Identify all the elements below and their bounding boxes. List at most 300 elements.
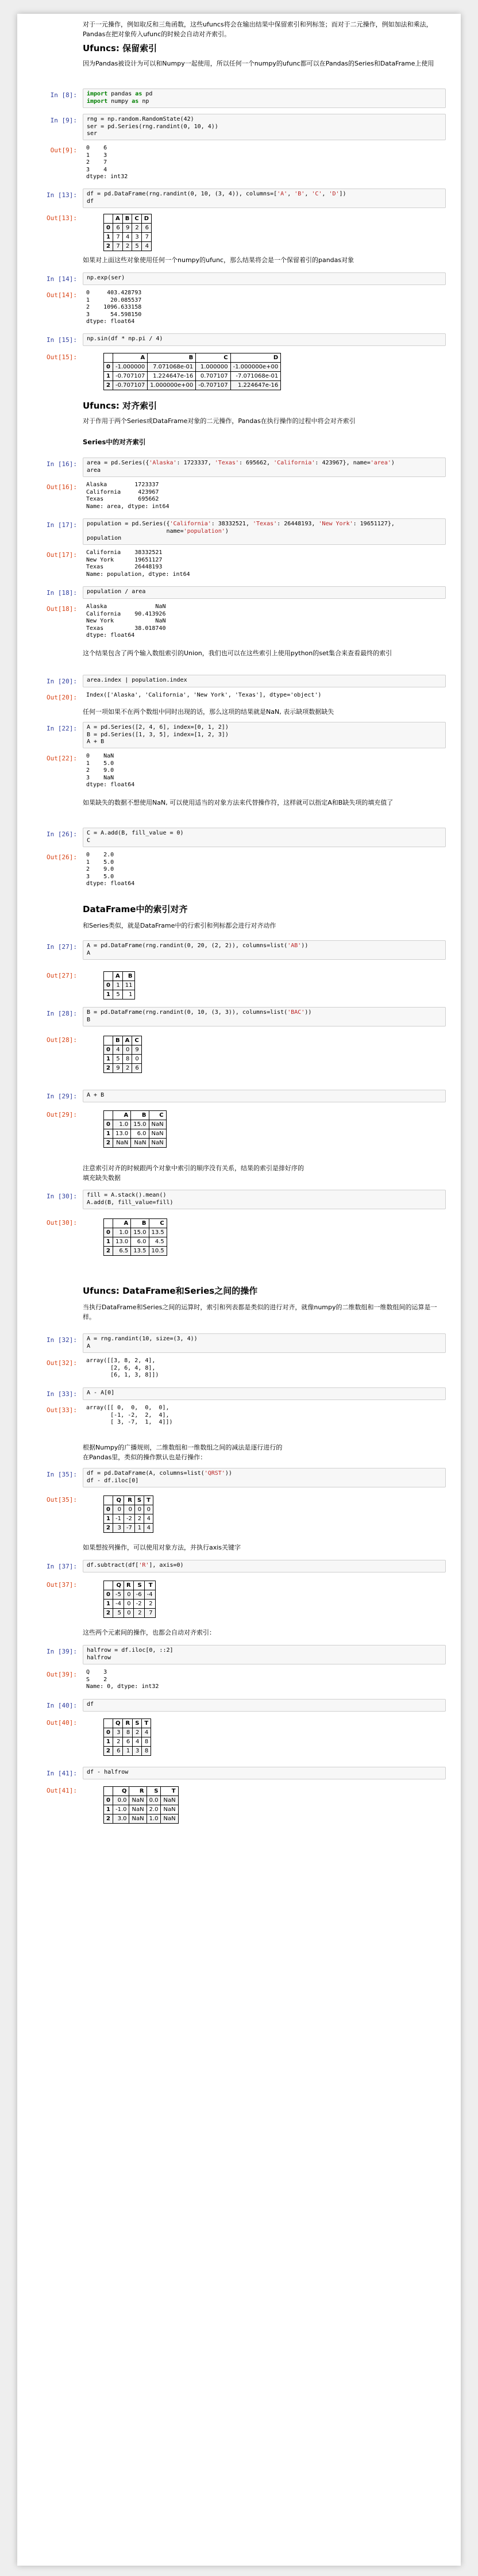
dataframe-table	[103, 214, 152, 251]
output-prompt: Out[13]:	[47, 214, 77, 222]
table-cell: 0	[132, 1055, 141, 1064]
markdown-cell	[83, 1443, 439, 1462]
column-header: B	[148, 353, 196, 363]
table-cell: 13.0	[113, 1237, 130, 1247]
output-text: 0 403.428793 1 20.085537 2 1096.633158 3 54.598150 dtype: float64	[86, 290, 142, 325]
table-row	[104, 1600, 156, 1609]
row-index: 2	[104, 1814, 113, 1824]
output-prompt: Out[20]:	[47, 694, 77, 701]
row-index: 2	[104, 1524, 113, 1533]
table-cell: 5	[132, 242, 141, 251]
row-index: 2	[104, 1139, 113, 1148]
output-text: array([[3, 8, 2, 4], [2, 6, 4, 8], [6, 1, 3, 8]])	[86, 1358, 159, 1378]
input-prompt: In [39]:	[47, 1648, 77, 1655]
table-cell: 7	[144, 1609, 155, 1618]
table-cell: 8	[122, 1055, 132, 1064]
column-header: A	[113, 1219, 130, 1228]
output-prompt: Out[17]:	[47, 551, 77, 559]
markdown-cell	[83, 1543, 439, 1552]
code-cell[interactable]: df	[83, 1699, 446, 1712]
output-prompt: Out[15]:	[47, 353, 77, 361]
table-cell: 2	[122, 242, 132, 251]
table-cell: 7	[113, 242, 122, 251]
table-cell: -4	[113, 1600, 124, 1609]
table-cell: 2.0	[147, 1805, 161, 1814]
input-prompt: In [26]:	[47, 831, 77, 838]
paragraph: 根据Numpy的广播规则，二维数组和一维数组之间的减法是逐行进行的	[83, 1444, 283, 1451]
column-header: T	[144, 1496, 153, 1505]
table-cell: 0	[113, 1505, 124, 1514]
column-header: S	[147, 1787, 161, 1796]
table-cell: 0	[124, 1600, 133, 1609]
input-prompt: In [29]:	[47, 1093, 77, 1100]
markdown-cell	[83, 20, 439, 39]
table-cell: -0.707107	[196, 381, 230, 390]
column-header: C	[196, 353, 230, 363]
dataframe-table	[103, 1786, 179, 1824]
output-prompt: Out[29]:	[47, 1111, 77, 1118]
table-cell: 2	[122, 1064, 132, 1073]
table-header-row	[104, 1581, 156, 1590]
table-cell: 4	[113, 1045, 122, 1055]
row-index: 0	[104, 363, 113, 372]
table-header-row	[104, 1036, 142, 1045]
table-cell: NaN	[113, 1139, 130, 1148]
markdown-cell	[83, 400, 439, 447]
output-prompt: Out[28]:	[47, 1036, 77, 1044]
table-cell: -0.707107	[113, 381, 147, 390]
table-header-row	[104, 1787, 179, 1796]
code-cell[interactable]: np.sin(df * np.pi / 4)	[83, 333, 446, 346]
table-cell: 1	[123, 1747, 133, 1756]
row-index: 2	[104, 1609, 113, 1618]
table-header-row	[104, 972, 135, 981]
table-cell: 3	[113, 1728, 123, 1737]
row-index: 2	[104, 381, 113, 390]
input-prompt: In [37]:	[47, 1563, 77, 1570]
column-header: S	[133, 1581, 144, 1590]
table-cell: -2	[124, 1514, 134, 1524]
table-cell: 1.0	[113, 1120, 130, 1129]
column-header	[104, 1719, 113, 1728]
code-cell[interactable]: rng = np.random.RandomState(42) ser = pd.Series(rng.randint(0, 10, 4)) ser	[83, 114, 446, 140]
table-cell: 8	[142, 1737, 151, 1747]
table-row	[104, 1728, 151, 1737]
row-index: 1	[104, 1805, 113, 1814]
input-prompt: In [9]:	[50, 117, 77, 124]
table-cell: -1.0	[113, 1805, 129, 1814]
code-cell[interactable]: df = pd.DataFrame(rng.randint(0, 10, (3, 4)), columns=['A', 'B', 'C', 'D']) df	[83, 189, 446, 208]
code-cell[interactable]: area = pd.Series({'Alaska': 1723337, 'Texas': 695662, 'California': 423967}, name='area') area	[83, 457, 446, 477]
code-cell[interactable]: B = pd.DataFrame(rng.randint(0, 10, (3, 3)), columns=list('BAC')) B	[83, 1007, 446, 1026]
notebook-container	[17, 14, 461, 2566]
code-cell[interactable]: A = pd.Series([2, 4, 6], index=[0, 1, 2]) B = pd.Series([1, 3, 5], index=[1, 2, 3]) A + B	[83, 722, 446, 748]
output-prompt: Out[40]:	[47, 1719, 77, 1727]
row-index: 2	[104, 1064, 113, 1073]
table-cell: 15.0	[131, 1120, 149, 1129]
code-cell[interactable]: df = pd.DataFrame(A, columns=list('QRST')) df - df.iloc[0]	[83, 1468, 446, 1487]
dataframe-table	[103, 1036, 142, 1073]
table-row	[104, 1514, 153, 1524]
table-cell: 2	[132, 224, 141, 233]
output-prompt: Out[32]:	[47, 1359, 77, 1367]
output-prompt: Out[18]:	[47, 605, 77, 613]
column-header	[104, 1036, 113, 1045]
output-prompt: Out[22]:	[47, 755, 77, 762]
input-prompt: In [35]:	[47, 1471, 77, 1478]
input-prompt: In [18]:	[47, 589, 77, 597]
row-index: 0	[104, 1728, 113, 1737]
table-cell: 0	[134, 1505, 144, 1514]
table-cell: NaN	[129, 1796, 147, 1805]
output-prompt: Out[41]:	[47, 1787, 77, 1794]
column-header	[104, 1111, 113, 1120]
table-cell: 6	[113, 1747, 123, 1756]
column-header: Q	[113, 1787, 129, 1796]
table-row	[104, 1247, 167, 1256]
table-cell: 13.5	[131, 1247, 149, 1256]
row-index: 0	[104, 1120, 113, 1129]
table-cell: 2	[144, 1600, 155, 1609]
table-cell: NaN	[131, 1139, 149, 1148]
output-prompt: Out[16]:	[47, 483, 77, 491]
table-cell: 8	[142, 1747, 151, 1756]
paragraph: 如果缺失的数据不想使用NaN, 可以使用适当的对象方法来代替操作符，这样就可以指定A和B缺失项的填充值了	[83, 799, 394, 806]
row-index: 0	[104, 1590, 113, 1600]
table-cell: 0.0	[113, 1796, 129, 1805]
paragraph: 和Series类似，就是DataFrame中的行索引和列标都会进行对齐动作	[83, 922, 276, 929]
dataframe-table	[103, 1218, 167, 1256]
table-cell: 1.000000	[196, 363, 230, 372]
table-cell: 5	[113, 1609, 124, 1618]
table-row	[104, 1228, 167, 1237]
table-row	[104, 1747, 151, 1756]
code-cell[interactable]: fill = A.stack().mean() A.add(B, fill_value=fill)	[83, 1190, 446, 1209]
table-cell: 0	[122, 1045, 132, 1055]
column-header: A	[113, 972, 122, 981]
column-header: B	[131, 1219, 149, 1228]
code-cell[interactable]: population = pd.Series({'California': 38332521, 'Texas': 26448193, 'New York': 19651127}, name='population') population	[83, 518, 446, 545]
input-prompt: In [40]:	[47, 1702, 77, 1709]
table-cell: 4	[144, 1524, 153, 1533]
table-cell: NaN	[149, 1129, 166, 1139]
table-row	[104, 242, 152, 251]
table-cell: 6	[123, 1737, 133, 1747]
section-heading: Ufuncs: DataFrame和Series之间的操作	[83, 1286, 258, 1296]
table-header-row	[104, 214, 152, 224]
column-header	[104, 353, 113, 363]
table-row	[104, 1505, 153, 1514]
row-index: 0	[104, 981, 113, 990]
column-header: B	[122, 972, 135, 981]
table-cell: 0.0	[147, 1796, 161, 1805]
column-header	[104, 1219, 113, 1228]
output-text: 0 6 1 3 2 7 3 4 dtype: int32	[86, 145, 128, 180]
table-row	[104, 372, 281, 381]
table-row	[104, 233, 152, 242]
dataframe-table	[103, 1110, 167, 1148]
table-cell: NaN	[161, 1814, 178, 1824]
column-header: D	[230, 353, 281, 363]
table-cell: -7.071068e-01	[230, 372, 281, 381]
table-cell: 1.000000e+00	[148, 381, 196, 390]
column-header: D	[141, 214, 151, 224]
output-prompt: Out[27]:	[47, 972, 77, 979]
code-cell[interactable]: np.exp(ser)	[83, 272, 446, 285]
row-index: 2	[104, 1747, 113, 1756]
input-prompt: In [13]:	[47, 191, 77, 199]
dataframe-table	[103, 1495, 153, 1533]
code-cell[interactable]: halfrow = df.iloc[0, ::2] halfrow	[83, 1645, 446, 1664]
input-prompt: In [28]:	[47, 1010, 77, 1017]
table-cell: 1.0	[147, 1814, 161, 1824]
output-text: 0 NaN 1 5.0 2 9.0 3 NaN dtype: float64	[86, 753, 135, 788]
row-index: 1	[104, 1514, 113, 1524]
column-header: T	[161, 1787, 178, 1796]
column-header: B	[131, 1111, 149, 1120]
row-index: 0	[104, 1045, 113, 1055]
table-row	[104, 1590, 156, 1600]
table-cell: 0	[144, 1505, 153, 1514]
table-cell: 3	[132, 233, 141, 242]
table-cell: 8	[123, 1728, 133, 1737]
output-prompt: Out[33]:	[47, 1406, 77, 1414]
column-header: R	[124, 1581, 133, 1590]
table-cell: 1.224647e-16	[148, 372, 196, 381]
table-cell: -5	[113, 1590, 124, 1600]
section-heading: Ufuncs: 对齐索引	[83, 401, 157, 411]
table-cell: 2	[133, 1609, 144, 1618]
column-header: A	[122, 1036, 132, 1045]
table-cell: -6	[133, 1590, 144, 1600]
column-header: C	[132, 214, 141, 224]
output-text: California 38332521 New York 19651127 Texas 26448193 Name: population, dtype: int64	[86, 549, 190, 578]
table-cell: 13.0	[113, 1129, 130, 1139]
table-cell: 9	[132, 1045, 141, 1055]
table-header-row	[104, 1219, 167, 1228]
column-header: A	[113, 214, 122, 224]
table-cell: 1	[134, 1524, 144, 1533]
output-prompt: Out[39]:	[47, 1671, 77, 1678]
column-header: S	[133, 1719, 142, 1728]
column-header: C	[149, 1111, 166, 1120]
table-cell: NaN	[129, 1814, 147, 1824]
table-cell: 6.0	[131, 1237, 149, 1247]
table-cell: 4	[142, 1728, 151, 1737]
dataframe-table	[103, 353, 281, 390]
code-cell[interactable]: import pandas as pd import numpy as np	[83, 89, 446, 108]
table-row	[104, 1055, 142, 1064]
paragraph: 这个结果包含了两个输入数组索引的Union，我们也可以在这些索引上使用python的set集合来查看最终的索引	[83, 649, 392, 657]
dataframe-table	[103, 1581, 156, 1618]
column-header: T	[142, 1719, 151, 1728]
table-cell: 10.5	[149, 1247, 167, 1256]
dataframe-table	[103, 971, 135, 999]
row-index: 1	[104, 233, 113, 242]
table-row	[104, 1237, 167, 1247]
table-cell: 4.5	[149, 1237, 167, 1247]
table-cell: 3	[133, 1747, 142, 1756]
paragraph: 注意索引对齐的时候跟两个对象中索引的顺序没有关系，结果的索引是排好序的	[83, 1164, 304, 1172]
table-header-row	[104, 353, 281, 363]
code-cell[interactable]: A + B	[83, 1090, 446, 1102]
table-cell: 6.5	[113, 1247, 130, 1256]
table-cell: NaN	[161, 1796, 178, 1805]
code-cell[interactable]: df - halfrow	[83, 1767, 446, 1779]
output-prompt: Out[37]:	[47, 1581, 77, 1589]
table-cell: 1	[113, 981, 122, 990]
input-prompt: In [22]:	[47, 725, 77, 732]
table-cell: NaN	[149, 1120, 166, 1129]
column-header: R	[123, 1719, 133, 1728]
output-text: array([[ 0, 0, 0, 0], [-1, -2, 2, 4], [ 3, -7, 1, 4]])	[86, 1405, 173, 1425]
output-prompt: Out[35]:	[47, 1496, 77, 1504]
input-prompt: In [15]:	[47, 336, 77, 344]
table-row	[104, 1139, 167, 1148]
dataframe-table	[103, 1718, 151, 1756]
code-cell[interactable]: A = rng.randint(10, size=(3, 4)) A	[83, 1333, 446, 1353]
column-header: B	[113, 1036, 122, 1045]
table-row	[104, 1129, 167, 1139]
column-header: R	[124, 1496, 134, 1505]
table-cell: 0.707107	[196, 372, 230, 381]
column-header: T	[144, 1581, 155, 1590]
table-cell: 6	[113, 224, 122, 233]
table-cell: -1.000000	[113, 363, 147, 372]
column-header: A	[113, 1111, 130, 1120]
markdown-cell	[83, 255, 439, 265]
row-index: 1	[104, 1055, 113, 1064]
table-row	[104, 1737, 151, 1747]
section-heading: DataFrame中的索引对齐	[83, 904, 188, 914]
row-index: 1	[104, 1129, 113, 1139]
table-row	[104, 1796, 179, 1805]
table-cell: 15.0	[131, 1228, 149, 1237]
row-index: 0	[104, 1505, 113, 1514]
column-header: Q	[113, 1719, 123, 1728]
output-text: 0 2.0 1 5.0 2 9.0 3 5.0 dtype: float64	[86, 852, 135, 887]
table-cell: -7	[124, 1524, 134, 1533]
table-header-row	[104, 1111, 167, 1120]
subsection-heading: Series中的对齐索引	[83, 438, 146, 446]
row-index: 0	[104, 1796, 113, 1805]
table-row	[104, 381, 281, 390]
table-cell: 0	[124, 1609, 133, 1618]
column-header	[104, 1496, 113, 1505]
table-cell: 3	[113, 1524, 124, 1533]
paragraph: 因为Pandas被设计为可以和Numpy一起使用，所以任何一个numpy的ufunc都可以在Pandas的Series和DataFrame上使用	[83, 60, 434, 67]
table-cell: 6.0	[131, 1129, 149, 1139]
paragraph: 填充缺失数据	[83, 1174, 121, 1182]
input-prompt: In [30]:	[47, 1193, 77, 1200]
table-row	[104, 1609, 156, 1618]
table-cell: 5	[113, 990, 122, 999]
table-row	[104, 1814, 179, 1824]
paragraph: 如果想按列操作，可以使用对象方法，并执行axis关键字	[83, 1544, 241, 1551]
table-cell: 2	[133, 1728, 142, 1737]
column-header: B	[122, 214, 132, 224]
table-cell: 7	[141, 233, 151, 242]
markdown-cell	[83, 648, 439, 658]
input-prompt: In [33]:	[47, 1390, 77, 1398]
table-cell: 2	[134, 1514, 144, 1524]
table-cell: 1	[122, 990, 135, 999]
table-header-row	[104, 1719, 151, 1728]
column-header: R	[129, 1787, 147, 1796]
column-header	[104, 1581, 113, 1590]
output-text: Q 3 S 2 Name: 0, dtype: int32	[86, 1669, 159, 1690]
input-prompt: In [17]:	[47, 521, 77, 529]
table-cell: 1.224647e-16	[230, 381, 281, 390]
table-cell: 4	[122, 233, 132, 242]
table-row	[104, 1120, 167, 1129]
input-prompt: In [16]:	[47, 460, 77, 468]
table-cell: 13.5	[149, 1228, 167, 1237]
paragraph: 如果对上面这些对象使用任何一个numpy的ufunc，那么结果将会是一个保留着引的pandas对象	[83, 256, 354, 264]
table-cell: 6	[132, 1064, 141, 1073]
table-row	[104, 224, 152, 233]
code-cell[interactable]: area.index | population.index	[83, 675, 446, 687]
code-cell[interactable]: df.subtract(df['R'], axis=0)	[83, 1560, 446, 1572]
table-cell: 5	[113, 1055, 122, 1064]
markdown-cell	[83, 798, 439, 808]
output-text: Index(['Alaska', 'California', 'New York', 'Texas'], dtype='object')	[86, 692, 322, 698]
table-cell: -1	[113, 1514, 124, 1524]
input-prompt: In [41]:	[47, 1770, 77, 1777]
input-prompt: In [20]:	[47, 678, 77, 685]
row-index: 1	[104, 990, 113, 999]
table-row	[104, 1524, 153, 1533]
table-cell: 0	[124, 1590, 133, 1600]
markdown-cell	[83, 903, 439, 931]
column-header: C	[132, 1036, 141, 1045]
input-prompt: In [27]:	[47, 943, 77, 951]
column-header: C	[149, 1219, 167, 1228]
paragraph: 这些两个元素间的操作，也都会自动对齐索引：	[83, 1629, 215, 1636]
table-cell: 7.071068e-01	[148, 363, 196, 372]
table-cell: NaN	[149, 1139, 166, 1148]
output-text: Alaska NaN California 90.413926 New York NaN Texas 38.018740 dtype: float64	[86, 603, 166, 639]
table-row	[104, 1064, 142, 1073]
input-prompt: In [32]:	[47, 1336, 77, 1344]
paragraph: 任何一项如果不在两个数组中同时出现的话，那么这项的结果就是NaN, 表示缺项数据缺失	[83, 708, 334, 716]
table-cell: 11	[122, 981, 135, 990]
markdown-cell	[83, 43, 439, 68]
row-index: 2	[104, 242, 113, 251]
table-cell: -4	[144, 1590, 155, 1600]
table-row	[104, 990, 135, 999]
table-cell: 4	[141, 242, 151, 251]
code-cell[interactable]: C = A.add(B, fill_value = 0) C	[83, 828, 446, 847]
table-cell: -2	[133, 1600, 144, 1609]
input-prompt: In [14]:	[47, 275, 77, 283]
column-header	[104, 972, 113, 981]
row-index: 0	[104, 1228, 113, 1237]
output-prompt: Out[26]:	[47, 853, 77, 861]
row-index: 1	[104, 1737, 113, 1747]
code-cell[interactable]: A = pd.DataFrame(rng.randint(0, 20, (2, 2)), columns=list('AB')) A	[83, 940, 446, 960]
row-index: 2	[104, 1247, 113, 1256]
table-cell: 4	[133, 1737, 142, 1747]
paragraph: 对于作用于两个Series或DataFrame对象的二元操作，Pandas在执行操作的过程中将会对齐索引	[83, 417, 356, 425]
output-prompt: Out[9]:	[50, 147, 77, 154]
output-prompt: Out[30]:	[47, 1219, 77, 1227]
row-index: 0	[104, 224, 113, 233]
code-cell[interactable]: A - A[0]	[83, 1387, 446, 1400]
table-cell: 3.0	[113, 1814, 129, 1824]
code-cell[interactable]: population / area	[83, 586, 446, 599]
table-cell: NaN	[129, 1805, 147, 1814]
